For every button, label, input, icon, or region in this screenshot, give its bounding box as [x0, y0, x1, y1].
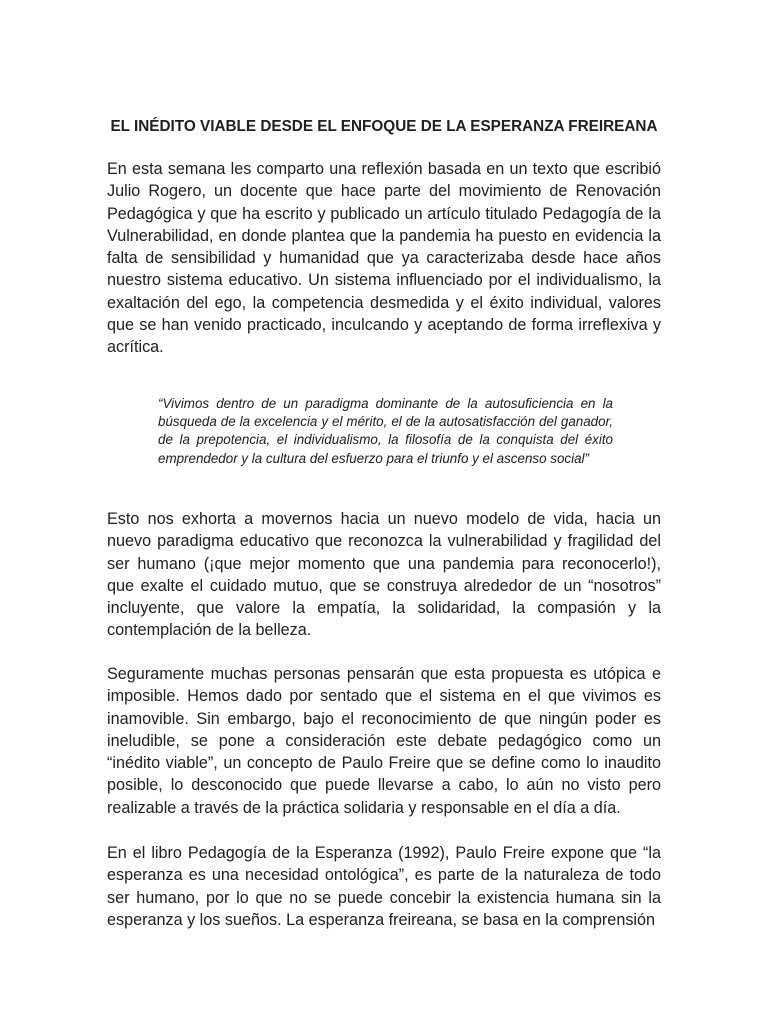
document-title: EL INÉDITO VIABLE DESDE EL ENFOQUE DE LA ESPERANZA FREIREANA — [110, 118, 658, 135]
paragraph-new-paradigm: Esto nos exhorta a movernos hacia un nuevo modelo de vida, hacia un nuevo paradigma educativo que reconozca la vulnerabilidad y fragilidad del ser humano (¡que mejor momento que una pandemia para reconocerlo!), que exalte el cuidado mutuo, que se construya alrededor de un “nosotros” incluyente, que valore la empatía, la solidaridad, la compasión y la contemplación de la belleza. — [107, 510, 661, 640]
paragraph-pedagogia-esperanza: En el libro Pedagogía de la Esperanza (1992), Paulo Freire expone que “la esperanza es una necesidad ontológica”, es parte de la naturaleza de todo ser humano, por lo que no se puede concebir la existencia humana sin la esperanza y los sueños. La esperanza freireana, se basa en la comprensión — [107, 844, 661, 929]
paragraph-intro: En esta semana les comparto una reflexión basada en un texto que escribió Julio Rogero, un docente que hace parte del movimiento de Renovación Pedagógica y que ha escrito y publicado un artículo titulado Pedagogía de la Vulnerabilidad, en donde plantea que la pandemia ha puesto en evidencia la falta de sensibilidad y humanidad que ya caracterizaba desde hace años nuestro sistema educativo. Un sistema influenciado por el individualismo, la exaltación del ego, la competencia desmedida y el éxito individual, valores que se han venido practicado, inculcando y aceptando de forma irreflexiva y acrítica. — [107, 160, 661, 357]
block-quote: “Vivimos dentro de un paradigma dominante de la autosuficiencia en la búsqueda de la excelencia y el mérito, el de la autosatisfacción del ganador, de la prepotencia, el individualismo, la filosofía de la conquista del éxito emprendedor y la cultura del esfuerzo para el triunfo y el ascenso social” — [158, 396, 613, 466]
paragraph-inedito-viable: Seguramente muchas personas pensarán que esta propuesta es utópica e imposible. Hemos dado por sentado que el sistema en el que vivimos es inamovible. Sin embargo, bajo el reconocimiento de que ningún poder es ineludible, se pone a consideración este debate pedagógico como un “inédito viable”, un concepto de Paulo Freire que se define como lo inaudito posible, lo desconocido que puede llevarse a cabo, lo aún no visto pero realizable a través de la práctica solidaria y responsable en el día a día. — [107, 665, 661, 817]
